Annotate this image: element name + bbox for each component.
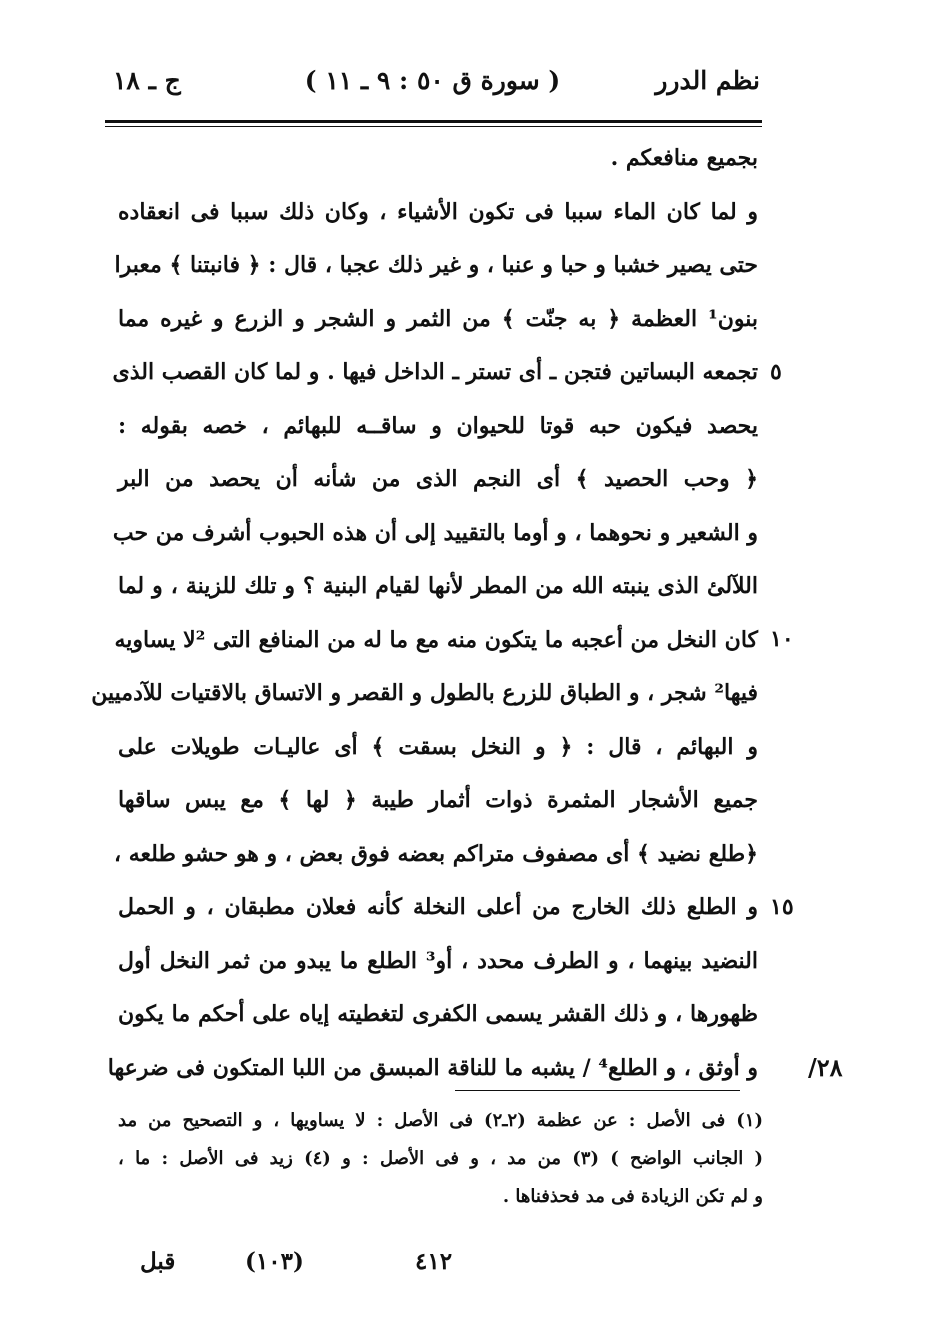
manuscript-folio-marker: /٢٨: [808, 1053, 843, 1082]
page-number: ٤١٢: [415, 1248, 453, 1275]
text-line: بجميع منافعكم .: [610, 145, 758, 171]
text-line: حتى يصير خشبا و حبا و عنبا ، و غير ذلك عجبا ، قال : ﴿ فانبتنا ﴾ معبرا: [114, 252, 758, 278]
text-line: بنون¹ العظمة ﴿ به جنّت ﴾ من الثمر و الشجر و الزرع و غيره مما: [118, 305, 758, 332]
text-line: ﴿طلع نضيد ﴾ أى مصفوف متراكم بعضه فوق بعض ، و هو حشو طلعه ،: [113, 840, 758, 867]
text-line: يحصد فيكون حبه قوتا للحيوان و ساقــه للبهائم ، خصه بقوله :: [118, 412, 759, 439]
footnotes: [118, 1102, 763, 1216]
main-text: [91, 132, 759, 1095]
text-line: و لما كان الماء سببا فى تكون الأشياء ، وكان ذلك سببا فى انعقاده: [118, 198, 758, 225]
text-line: و الطلع ذلك الخارج من أعلى النخلة كأنه فعلان مطبقان ، و الحمل: [118, 894, 758, 920]
signature-code: (١٠٣): [245, 1248, 304, 1275]
text-line: ﴿ وحب الحصيد ﴾ أى النجم الذى من شأنه أن يحصد من البر: [118, 466, 758, 492]
text-line: و الشعير و نحوهما ، و أوما بالتقييد إلى أن هذه الحبوب أشرف من حب: [112, 519, 758, 546]
line-number-15: ١٥: [770, 894, 794, 920]
page-header: [105, 66, 760, 110]
text-line: اللآلئ الذى ينبته الله من المطر لأنها لقيام البنية ؟ و تلك للزينة ، و لما: [118, 573, 758, 599]
footnote-line: ( الجانب الواضح ) (٣) من مد ، و فى الأصل : و (٤) زيد فى الأصل : ما ،: [118, 1148, 764, 1169]
text-line: جميع الأشجار المثمرة ذوات أثمار طيبة ﴿ لها ﴾ مع يبس ساقها: [118, 787, 758, 813]
text-line: و البهائم ، قال : ﴿ و النخل بسقت ﴾ أى عاليـات طويلات على: [118, 733, 758, 760]
catchword: قبل: [140, 1248, 176, 1275]
footnote-line: و لم تكن الزيادة فى مد فحذفناها .: [502, 1186, 763, 1207]
footnote-line: (١) فى الأصل : عن عظمة (٢ـ٢) فى الأصل : لا يساويها ، و التصحيح من مد: [118, 1110, 763, 1131]
text-line: تجمعه البساتين فتجن ـ أى تستر ـ الداخل فيها . و لما كان القصب الذى: [112, 359, 758, 385]
book-title: نظم الدرر: [655, 66, 760, 95]
text-line: كان النخل من أعجبه ما يتكون منه مع ما له من المنافع التى ²لا يساويه: [114, 626, 758, 653]
header-rule-thin: [105, 126, 762, 127]
text-line: فيها² شجر ، و الطباق للزرع بالطول و القصر و الاتساق بالاقتيات للآدميين: [91, 680, 758, 706]
surah-reference: ( سورة ق ٥٠ : ٩ ـ ١١ ): [304, 66, 561, 95]
line-number-5: ٥: [770, 359, 782, 385]
footnote-rule: [455, 1090, 740, 1091]
volume-number: ج ـ ١٨: [113, 66, 181, 95]
text-line: ظهورها ، و ذلك القشر يسمى الكفرى لتغطيته إياه على أحكم ما يكون: [118, 1001, 758, 1027]
text-line: و أوثق ، و الطلع⁴ / يشبه ما للناقة المبسق من اللبا المتكون فى ضرعها: [107, 1054, 758, 1081]
header-rule-thick: [105, 120, 762, 123]
line-number-10: ١٠: [770, 626, 794, 652]
text-line: النضيد بينهما ، و الطرف محدد ، أو³ الطلع ما يبدو من ثمر النخل أول: [118, 947, 758, 974]
